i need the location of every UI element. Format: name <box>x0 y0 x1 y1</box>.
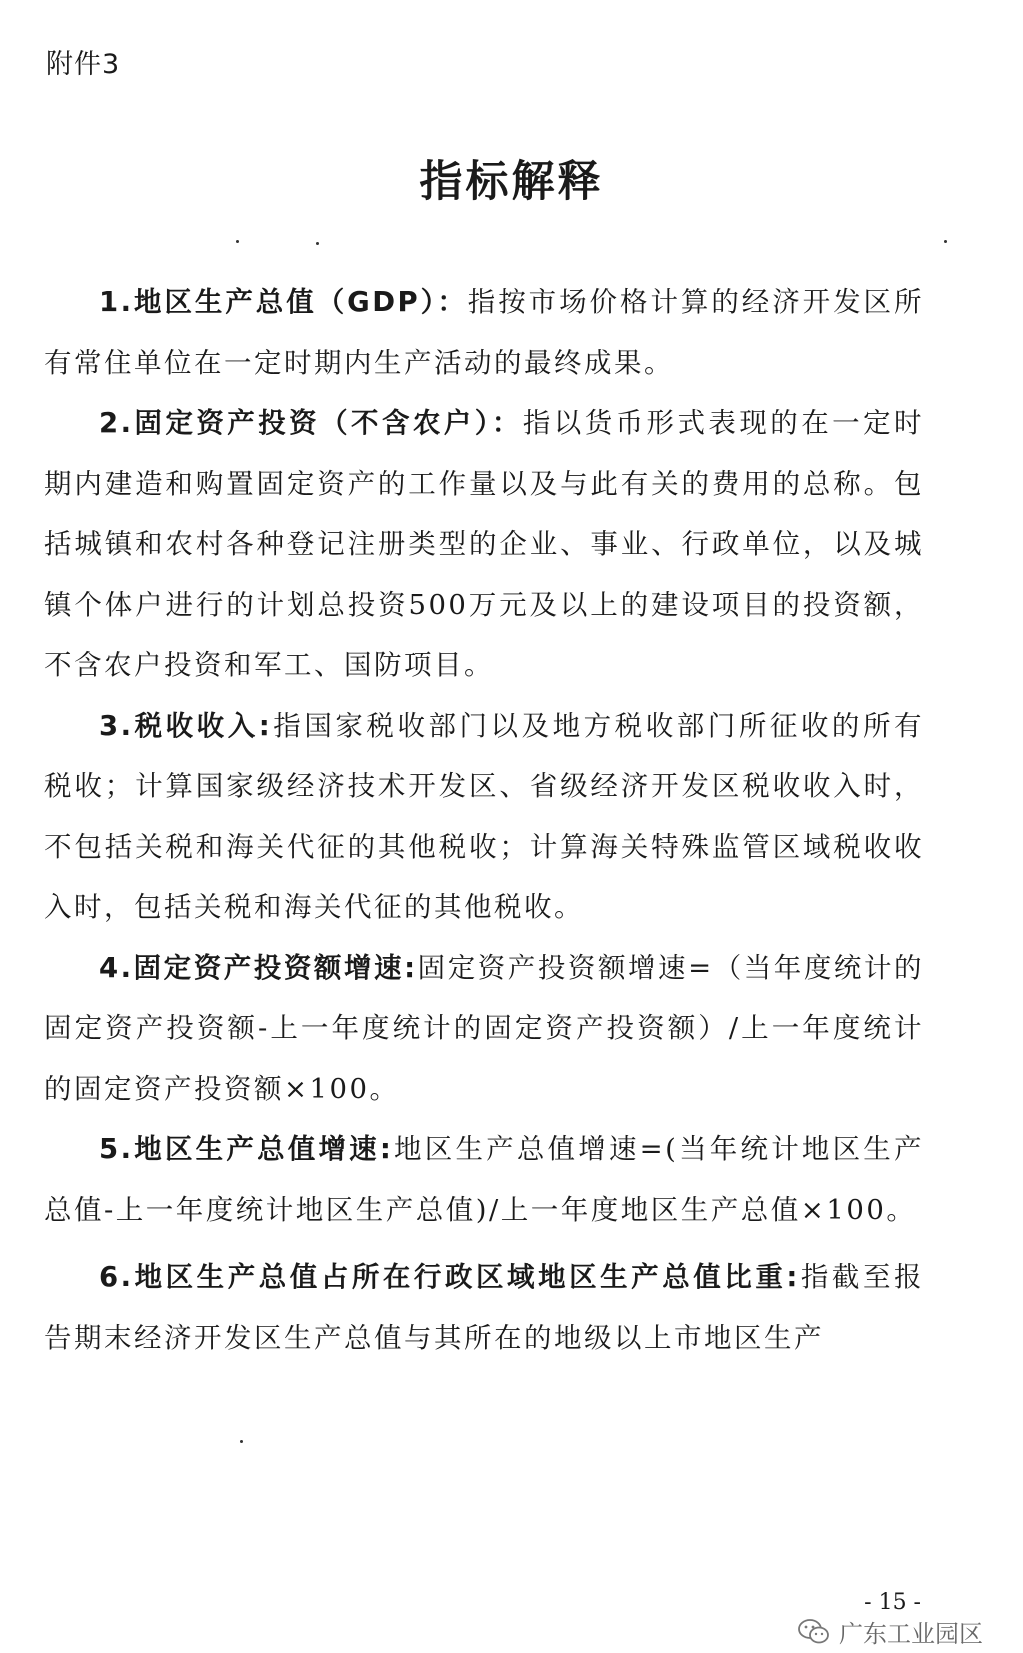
term-definition: 指国家税收部门以及地方税收部门所征收的所有税收；计算国家级经济技术开发区、省级经济开发区税收收入时，不包括关税和海关代征的其他税收；计算海关特殊监管区域税收收入时，包括关税和海关代征的其他税收。 <box>44 709 924 923</box>
term-label: 6.地区生产总值占所在行政区域地区生产总值比重: <box>99 1261 800 1293</box>
term-definition: 指按市场价格计算的经济开发区所有常住单位在一定时期内生产活动的最终成果。 <box>44 286 925 379</box>
scan-speck <box>944 240 947 243</box>
paragraph-investment-growth <box>44 938 924 1120</box>
wechat-icon <box>797 1618 831 1646</box>
term-definition: 固定资产投资额增速=（当年度统计的固定资产投资额-上一年度统计的固定资产投资额）/上一年度统计的固定资产投资额×100。 <box>44 951 925 1105</box>
term-label: 4.固定资产投资额增速: <box>99 951 418 984</box>
watermark <box>797 1614 983 1649</box>
scan-speck <box>316 242 319 245</box>
paragraph-tax-revenue <box>44 696 924 938</box>
paragraph-gdp-share <box>44 1247 924 1368</box>
term-label: 2.固定资产投资（不含农户）： <box>99 407 523 439</box>
scan-speck <box>240 1440 243 1443</box>
term-definition: 指截至报告期末经济开发区生产总值与其所在的地级以上市地区生产 <box>44 1261 925 1354</box>
term-label: 3.税收收入: <box>99 709 273 742</box>
paragraph-fixed-asset-investment <box>44 393 924 696</box>
term-label: 5.地区生产总值增速: <box>99 1133 394 1165</box>
document-body <box>44 272 924 1368</box>
paragraph-gdp <box>44 272 924 393</box>
term-definition: 指以货币形式表现的在一定时期内建造和购置固定资产的工作量以及与此有关的费用的总称。包括城镇和农村各种登记注册类型的企业、事业、行政单位，以及城镇个体户进行的计划总投资500万元及以上的建设项目的投资额，不含农户投资和军工、国防项目。 <box>44 407 924 681</box>
attachment-label: 附件3 <box>46 49 121 80</box>
page-number: - 15 - <box>864 1590 921 1615</box>
paragraph-gdp-growth <box>44 1119 924 1240</box>
term-definition: 地区生产总值增速=(当年统计地区生产总值-上一年度统计地区生产总值)/上一年度地区生产总值×100。 <box>44 1133 924 1226</box>
term-label: 1.地区生产总值（GDP）： <box>99 286 468 318</box>
document-title: 指标解释 <box>419 157 604 207</box>
scan-speck <box>236 240 239 243</box>
watermark-text: 广东工业园区 <box>839 1620 983 1648</box>
